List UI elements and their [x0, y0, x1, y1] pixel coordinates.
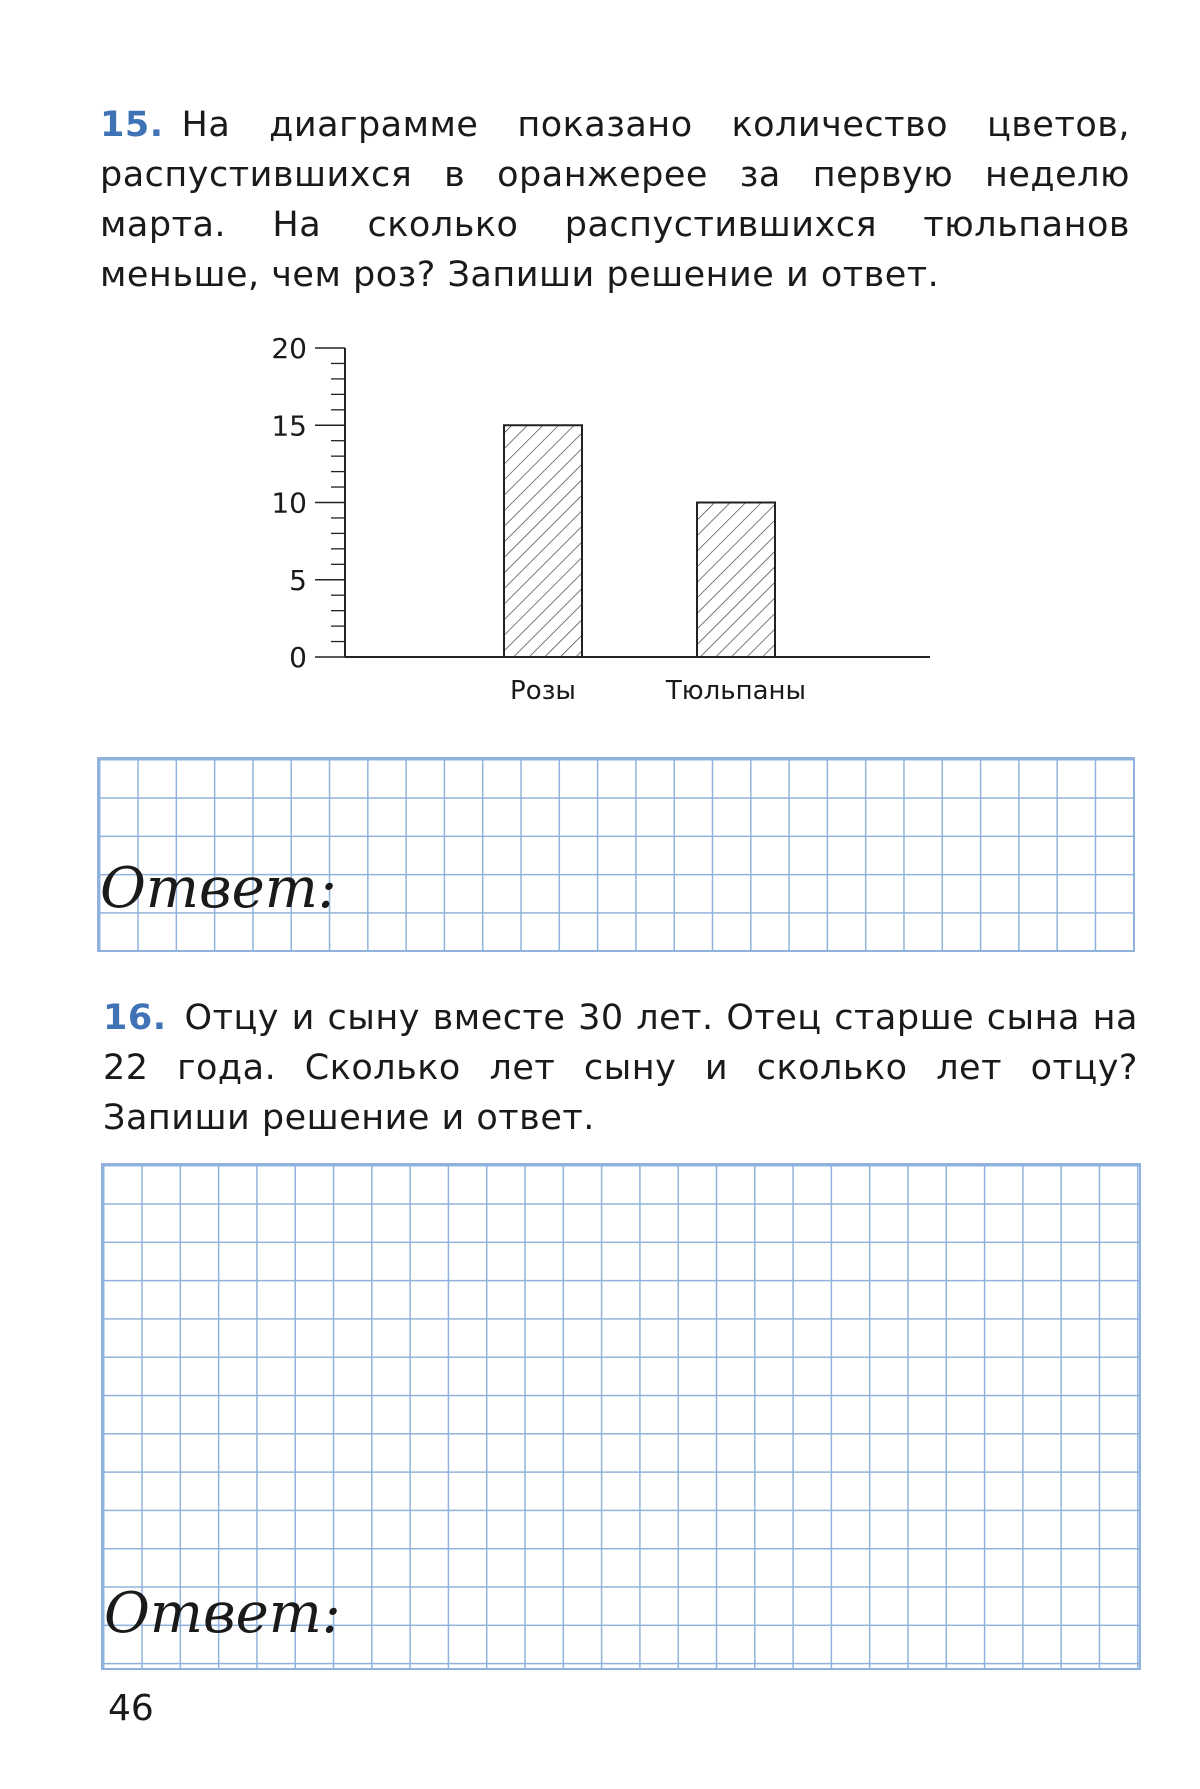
answer-label-15: [100, 835, 337, 925]
x-category-label: Розы: [510, 676, 576, 706]
y-tick-label: 20: [271, 332, 307, 365]
answer-label-16: [104, 1560, 341, 1650]
y-tick-label: 0: [289, 641, 307, 674]
task-15-number: 15.: [100, 105, 164, 145]
y-tick-label: 5: [289, 563, 307, 597]
bar-2: [697, 503, 775, 658]
task-16-number: 16.: [103, 998, 167, 1038]
svg-text:Ответ:: Ответ:: [104, 1581, 341, 1646]
task-15-text: [100, 100, 1130, 300]
bar-chart: [271, 320, 950, 720]
x-category-label: Тюльпаны: [665, 676, 807, 706]
task-16-body: Отцу и сыну вместе 30 лет. Отец старше сына на 22 года. Сколько лет сыну и сколько лет отцу? Запиши решение и ответ.: [103, 998, 1138, 1138]
task-15-body: На диаграмме показано количество цветов, распустившихся в оранжерее за первую неделю марта. На сколько распустившихся тюльпанов меньше, чем роз? Запиши решение и ответ.: [100, 105, 1130, 295]
task-16-text: [103, 993, 1138, 1143]
y-tick-label: 10: [271, 486, 307, 520]
bar-1: [504, 425, 582, 657]
page-number: 46: [108, 1688, 154, 1729]
y-tick-label: 15: [271, 409, 307, 443]
svg-text:Ответ:: Ответ:: [100, 856, 337, 921]
